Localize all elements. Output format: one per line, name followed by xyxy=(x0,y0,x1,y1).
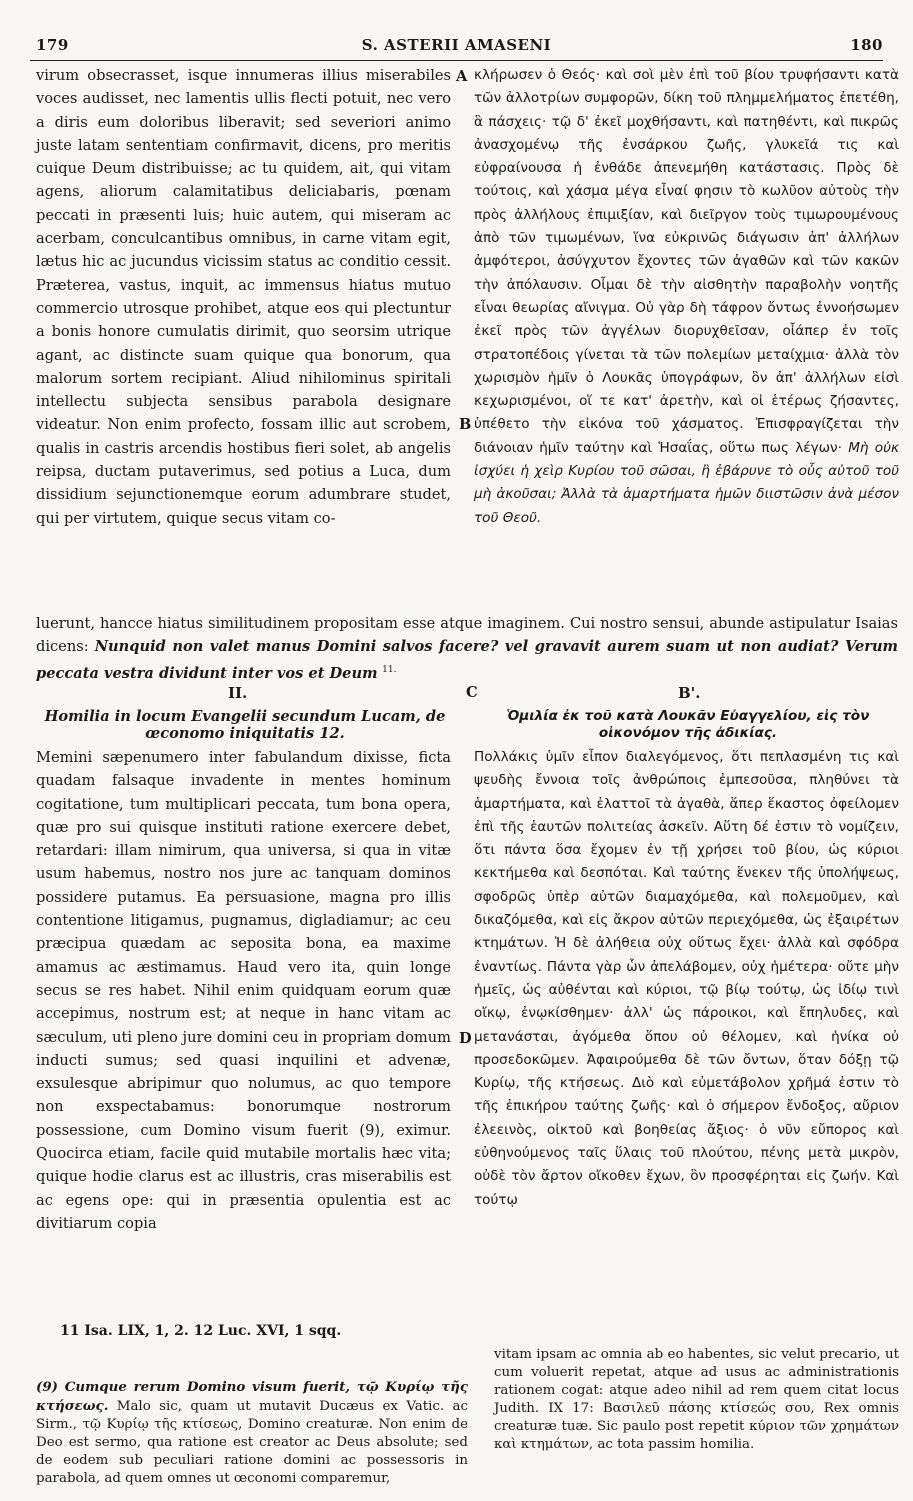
greek-column-2 xyxy=(474,746,899,1212)
section-title-greek: Ὁμιλία ἐκ τοῦ κατὰ Λουκᾶν Εὐαγγελίου, εἰς τὸν οἰκονόμον τῆς ἀδικίας. xyxy=(506,708,870,741)
header-rule xyxy=(30,60,883,61)
margin-letter-b: B xyxy=(459,416,472,433)
latin-column-2 xyxy=(36,746,451,1235)
margin-letter-d: D xyxy=(459,1030,472,1047)
greek-quote-1: Μὴ οὐκ ἰσχύει ἡ χεὶρ Κυρίου τοῦ σῶσαι, ἢ ἐβάρυνε τὸ οὖς αὐτοῦ τοῦ μὴ ἀκοῦσαι; Ἀλλὰ τὰ ἁμαρτήματα ἡμῶν διιστῶσιν ἀνὰ μέσον τοῦ Θεοῦ. xyxy=(474,439,899,526)
note-9-body: Malo sic, quam ut mutavit Ducæus ex Vatic. ac Sirm., τῷ Κυρίῳ τῆς κτίσεως, Domino creaturæ. Non enim de Deo est sermo, qua ratione est creator ac Deus absolute; sed de eodem sub peculiari ratione domini ac possessoris in parabola, ad quem omnes ut œconomi comparemur, xyxy=(36,1399,468,1486)
latin-text-2: Memini sæpenumero inter fabulandum dixisse, ficta quadam falsaque invadente in mentes hominum cogitatione, tum multiplicari peccata, tum bona opera, quæ pro sui quisque instituti ratione exercere debet, retardari: illam nimirum, qua universa, si qua in vitæ usum habemus, nostro nos jure ac tanquam dominos possidere putamus. Ea persuasione, magna pro illis contentione litigamus, pugnamus, digladiamur; ac ceu præcipua quædam ac seposita bona, ea maxime amamus ac æstimamus. Haud vero ita, quin longe secus se res habet. Nihil enim quidquam eorum quæ accepimus, nostrum est; at neque in hanc vitam ac sæculum, uti pleno jure domini ceu in propriam domum inducti sumus; sed quasi inquilini et advenæ, exsulesque abripimur quo nolumus, ac quo tempore non exspectabamus: bonorumque nostrorum possessione, cum Domino visum fuerit (9), eximur. Quocirca etiam, facile quid mutabile mortalis hæc vita; quique hodie clarus est ac illustris, cras miserabilis est ac egens ope: qui in præsentia opulentia est ac divitiarum copia xyxy=(36,749,451,1232)
running-title: S. ASTERII AMASENI xyxy=(361,36,552,54)
page-number-left: 179 xyxy=(36,36,69,54)
latin-fullwidth-paragraph xyxy=(36,612,898,685)
note-9-continuation: vitam ipsam ac omnia ab eo habentes, sic velut precario, ut cum voluerit repetat, atque ad usus ac administrationis rationem cogat: atque adeo nihil ad rem quem citat locus Judith. IX 17: Βασιλεῦ πάσης κτίσεώς σου, Rex omnis creaturæ tuæ. Sic paulo post repetit κύριον τῶν χρημάτων καὶ κτημάτων, ac tota passim homilia. xyxy=(494,1347,899,1452)
editor-note-left xyxy=(36,1378,468,1488)
latin-full-text: luerunt, hancce hiatus similitudinem propositam esse atque imaginem. Cui nostro sensui, abunde astipulatur Isaias dicens: xyxy=(36,615,898,656)
section-number-latin: II. xyxy=(228,684,248,702)
margin-letter-a: A xyxy=(456,68,468,85)
latin-full-quote: Nunquid non valet manus Domini salvos facere? vel gravavit aurem suam ut non audiat? Verum peccata vestra dividunt inter vos et Deum xyxy=(36,638,898,682)
footnote-marker-11: 11. xyxy=(382,664,397,675)
latin-text-1: virum obsecrasset, isque innumeras illius miserabiles voces audisset, nec lamentis ullis flecti potuit, nec vero a diris eum doloribus liberavit; sed severiori animo juste latam sententiam confirmavit, dicens, pro meritis cuique Deum distribuisse; ac tu quidem, ait, qui vitam agens, aliorum calamitatibus deliciabaris, pœnam peccati in præsenti luis; huic autem, qui miseram ac acerbam, conculcantibus omnibus, in carne vitam egit, lætus hic ac jucundus vicissim status ac conditio cessit. Præterea, vastus, inquit, ac immensus hiatus mutuo commercio utrosque prohibet, atque eos qui plectuntur a bonis honore cumulatis dirimit, quo seorsim utrique agant, ac distincte suam quique qua bonorum, qua malorum sortem recipiant. Aliud nihilominus spiritali intellectu subjecta sensibus parabola designare videatur. Non enim profecto, fossam illic aut scrobem, qualis in castris arcendis hostibus fieri solet, ab angelis reipsa, ductam putaverimus, sed potius a Luca, dum dissidium sejunctionemque eorum adumbrare studet, qui per virtutem, quique secus vitam co- xyxy=(36,67,451,527)
margin-letter-c: C xyxy=(466,684,478,701)
section-title-latin: Homilia in locum Evangelii secundum Lucam, de œconomo iniquitatis 12. xyxy=(44,708,446,742)
greek-text-1: κλήρωσεν ὁ Θεός· καὶ σοὶ μὲν ἐπὶ τοῦ βίου τρυφήσαντι κατὰ τῶν ἀλλοτρίων συμφορῶν, δίκη τοῦ πλημμελήματος ἐπετέθη, ἃ πάσχεις· τῷ δ' ἐκεῖ μοχθήσαντι, καὶ πατηθέντι, καὶ πικρῶς ἀνασχομένῳ τῆς ἐνσάρκου ζωῆς, γλυκεῖά τις καὶ εὐφραίνουσα ἡ ἐνθάδε ἀπενεμήθη κατάστασις. Πρὸς δὲ τούτοις, καὶ χάσμα μέγα εἶναί φησιν τὸ κωλῦον αὐτοὺς τὴν πρὸς ἀλλήλους ἐπιμιξίαν, καὶ διεῖργον τοὺς τιμωρουμένους ἀπὸ τῶν τιμωμένων, ἵνα εὐκρινῶς διάγωσιν ἀπ' ἀλλήλων ἀμφότεροι, ἀσύγχυτον ἔχοντες τῶν ἀγαθῶν καὶ τῶν κακῶν τὴν ἀπόλαυσιν. Οἶμαι δὲ τὴν αἰσθητὴν παραβολὴν νοητῆς εἶναι θεωρίας αἴνιγμα. Οὐ γὰρ δὴ τάφρον ὄντως ἐννοήσωμεν ἐκεῖ πρὸς τῶν ἀγγέλων διορυχθεῖσαν, οἷάπερ ἐν τοῖς στρατοπέδοις γίνεται τὰ τῶν πολεμίων μεταίχμια· ἀλλὰ τὸν χωρισμὸν ἡμῖν ὁ Λουκᾶς ὑπογράφων, ὃν ἀπ' ἀλλήλων εἰσὶ κεχωρισμένοι, οἵ τε κατ' ἀρετὴν, καὶ οἱ ἑτέρως ζήσαντες, ὑπέθετο τὴν εἰκόνα τοῦ χάσματος. Ἐπισφραγίζεται τὴν διάνοιαν ἡμῖν ταύτην καὶ Ἡσαΐας, οὕτω πως λέγων· xyxy=(474,67,899,456)
greek-column-1 xyxy=(474,64,899,530)
footnote-references: 11 Isa. LIX, 1, 2. 12 Luc. XVI, 1 sqq. xyxy=(60,1323,342,1339)
page-number-right: 180 xyxy=(850,36,883,54)
running-header xyxy=(30,36,883,58)
latin-column-1 xyxy=(36,64,451,530)
section-number-greek: Β'. xyxy=(678,684,701,702)
editor-note-right xyxy=(494,1346,899,1454)
note-9-heading: (9) Cumque rerum Domino visum fuerit, τῷ Κυρίῳ τῆς κτήσεως. xyxy=(36,1379,468,1414)
greek-text-2: Πολλάκις ὑμῖν εἶπον διαλεγόμενος, ὅτι πεπλασμένη τις καὶ ψευδὴς ἔννοια τοῖς ἀνθρώποις ἐμπεσοῦσα, πληθύνει τὰ ἁμαρτήματα, καὶ ἐλαττοῖ τὰ ἀγαθὰ, ἅπερ ἕκαστος ὀφείλομεν ἐπὶ τῆς ἑαυτῶν πολιτείας ἀσκεῖν. Αὕτη δέ ἐστιν τὸ νομίζειν, ὅτι πάντα ὅσα ἔχομεν ἐν τῇ χρήσει τοῦ βίου, ὡς κύριοι κεκτήμεθα καὶ δεσπόται. Καὶ ταύτης ἕνεκεν τῆς ὑπολήψεως, σφοδρῶς ὑπὲρ αὐτῶν διαμαχόμεθα, καὶ πολεμοῦμεν, καὶ δικαζόμεθα, καὶ εἰς ἄκρον αὐτῶν περιεχόμεθα, ὡς ἐξαιρέτων κτημάτων. Ἡ δὲ ἀλήθεια οὐχ οὕτως ἔχει· ἀλλὰ καὶ σφόδρα ἐναντίως. Πάντα γὰρ ὧν ἀπελάβομεν, οὐχ ἡμέτερα· οὔτε μὴν ἡμεῖς, ὡς αὐθένται καὶ κύριοι, τῷ βίῳ τούτῳ, ὡς ἰδίῳ τινὶ οἴκῳ, ἐνῳκίσθημεν· ἀλλ' ὡς πάροικοι, καὶ ἔπηλυδες, καὶ μετανάσται, ἀγόμεθα ὅπου οὐ θέλομεν, καὶ ἡνίκα οὐ προσεδοκῶμεν. Ἀφαιρούμεθα δὲ τῶν ὄντων, ὅταν δόξῃ τῷ Κυρίῳ, τῆς κτήσεως. Διὸ καὶ εὐμετάβολον χρῆμά ἐστιν τὸ τῆς ἐπικήρου ταύτης ζωῆς· καὶ ὁ σήμερον ἔνδοξος, αὔριον ἐλεεινὸς, οἰκτοῦ καὶ βοηθείας ἄξιος· ὁ νῦν εὔπορος καὶ εὐθηνούμενος ταῖς ὕλαις τοῦ πλούτου, πένης μετὰ μικρὸν, οὐδὲ τὸν ἄρτον οἴκοθεν ἔχων, ὃν προσφέρηται εἰς ζωήν. Καὶ τούτῳ xyxy=(474,749,899,1208)
